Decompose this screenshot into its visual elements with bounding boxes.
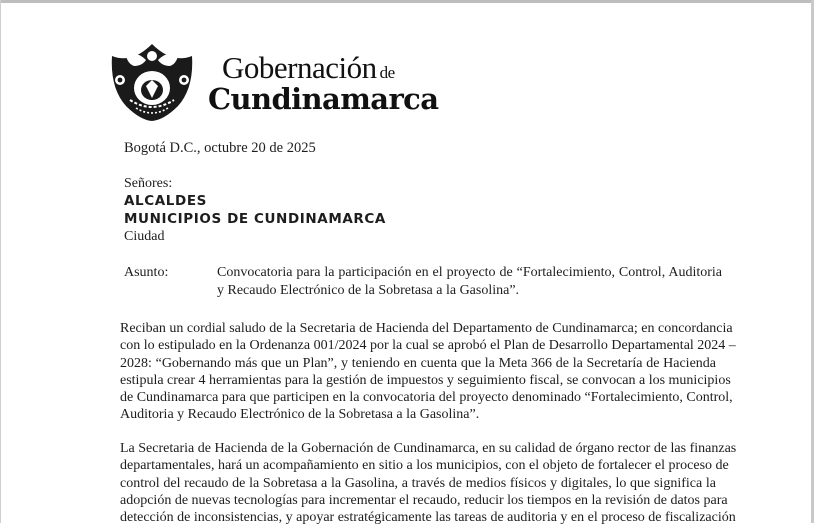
scan-border-left [0,0,1,523]
paragraph-line: detección de inconsistencias, y apoyar estratégicamente las tareas de auditoria y en el proceso de fiscalización [120,510,736,526]
subject-label: Asunto: [124,265,169,280]
recipient-line-2: MUNICIPIOS DE CUNDINAMARCA [124,211,386,227]
recipient-city: Ciudad [124,229,165,244]
paragraph-line: Auditoria y Recaudo Electrónico de la Sobretasa a la Gasolina”. [120,407,480,423]
salutation-title: Señores: [124,176,173,191]
paragraph-line: 2028: “Gobernando más que un Plan”, y teniendo en cuenta que la Meta 366 de la Secretaría de Hacienda [120,355,716,371]
scan-border-top [0,0,814,3]
paragraph-line: con lo estipulado en la Ordenanza 001/2024 por la cual se aprobó el Plan de Desarrollo Departamental 2024 – [120,338,736,354]
letterhead-org-line2: Cundinamarca [208,82,439,116]
paragraph-line: Reciban un cordial saludo de la Secretaria de Hacienda del Departamento de Cundinamarca; en concordancia [120,321,733,336]
letterhead-org-de: de [379,63,395,82]
paragraph-line: departamentales, hará un acompañamiento en sitio a los municipios, con el objeto de fortalecer el proceso de [120,458,729,474]
letterhead-org-name [222,50,395,86]
paragraph-line: estipula crear 4 herramientas para la gestión de impuestos y seguimiento fiscal, se convocan a los municipios [120,372,731,388]
letter-date: Bogotá D.C., octubre 20 de 2025 [124,140,316,156]
paragraph-line: La Secretaria de Hacienda de la Gobernación de Cundinamarca, en su calidad de órgano rector de las finanzas [120,441,737,456]
paragraph-line: de Cundinamarca para que participen en la convocatoria del proyecto denominado “Fortalecimiento, Control, [120,390,733,406]
cundinamarca-coat-of-arms-icon [106,36,198,122]
body-paragraph-1 [120,320,736,424]
letterhead-org-line1: Gobernación [222,50,377,85]
paragraph-line: adopción de nuevas tecnologías para incrementar el recaudo, reducir los tiempos en la revisión de datos para [120,492,728,508]
letterhead-logo [106,36,439,124]
recipient-line-1: ALCALDES [124,193,207,209]
paragraph-line: control del recaudo de la Sobretasa a la Gasolina, a través de medios físicos y digitales, lo que significa la [120,475,716,491]
body-paragraph-2 [120,440,737,526]
subject-text: Convocatoria para la participación en el proyecto de “Fortalecimiento, Control, Auditoria y Recaudo Electrónico de la Sobretasa a la Gasolina”. [217,265,722,298]
